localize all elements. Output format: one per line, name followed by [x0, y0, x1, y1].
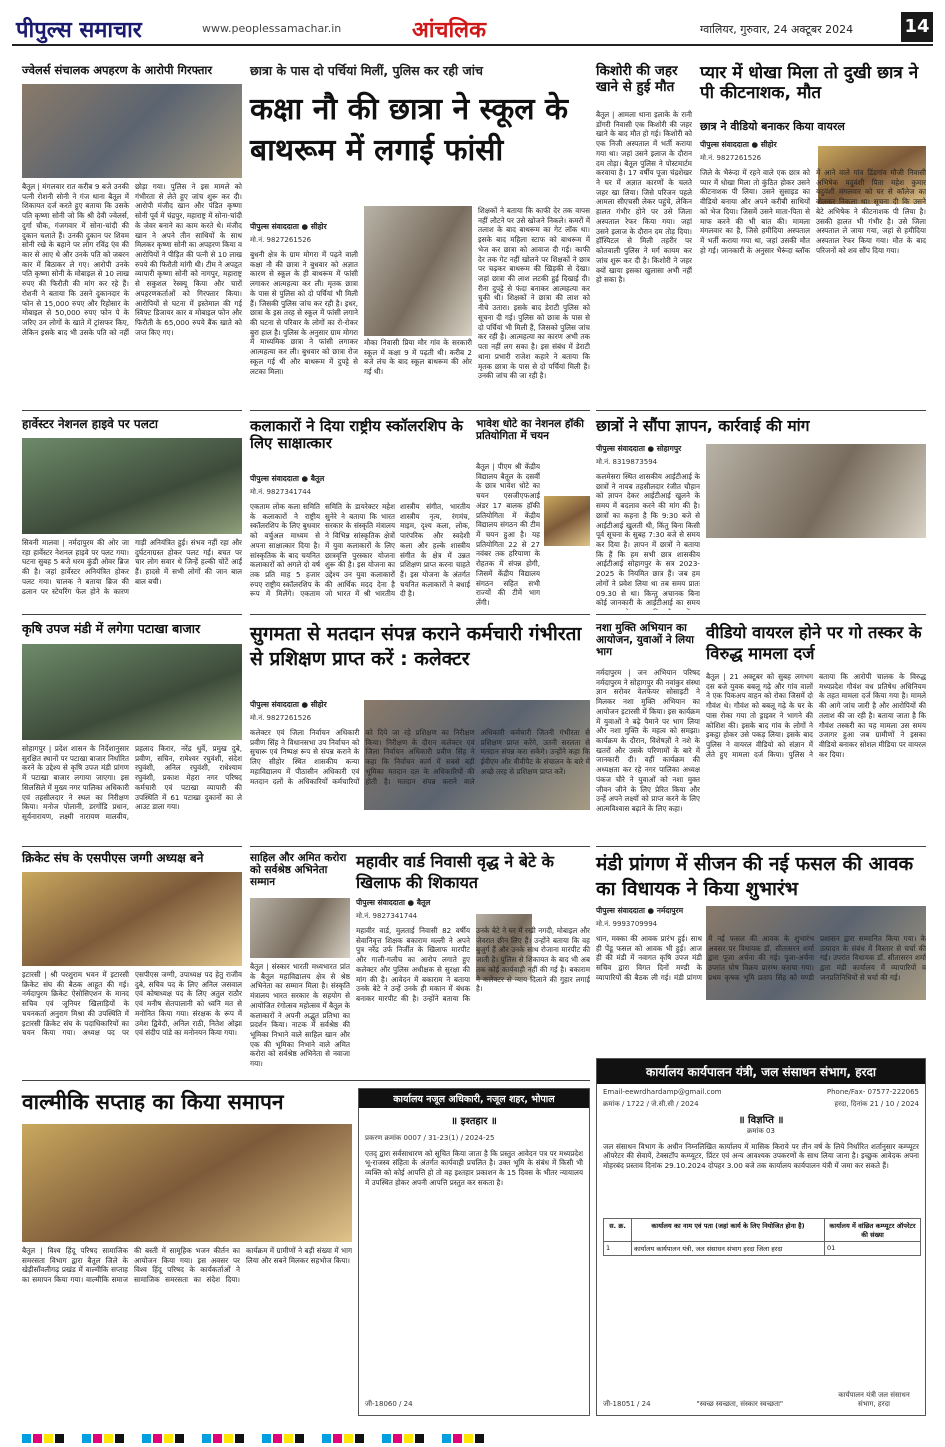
notice-water-footer-right: कार्यपालन यंत्री जल संसाधन संभाग, हरदा — [838, 1391, 910, 1408]
body-memo-cont — [706, 542, 926, 610]
notice-nazul — [358, 1088, 590, 1416]
color-swatch — [355, 1434, 364, 1443]
table-row — [604, 1241, 921, 1255]
headline-girl-death: किशोरी की जहर खाने से हुई मौत — [596, 63, 678, 95]
kicker-school: छात्रा के पास दो पर्चियां मिलीं, पुलिस कर रही जांच — [250, 63, 483, 78]
headline-cricket: क्रिकेट संघ के एसपीएस जग्गी अध्यक्ष बने — [22, 851, 204, 865]
headline-highway: हार्वेस्टर नेशनल हाइवे पर पलटा — [22, 417, 158, 431]
mobile-election: मो.नं. 9827261526 — [250, 714, 312, 722]
headline-sahil: साहिल और अमित करोरा को सर्वश्रेष्ठ अभिनेता सम्मान — [250, 852, 347, 889]
site-url[interactable]: www.peoplessamachar.in — [202, 22, 342, 35]
color-swatch — [453, 1434, 462, 1443]
body-love: जिले के भैरूंदा में रहने वाले एक छात्र को प्यार में धोखा मिला तो कुंठित होकर उसने कीटनाशक पी लिया। उसने सुसाइड का वीडियो बनाया और अपने करीबी साथियों को भेज दिया। जिसमें उसने माता-पिता से माफ करने की भी बात की। मामला मंगलवार का है, जिसे हमीदिया अस्पताल में भर्ती कराया गया था, जहां उसकी मौत हो गई। जानकारी के अनुसार भैरूंदा ब्लॉक में आने वाले गांव डिंडगांव मौजी निवासी अभिषेक यदुवंशी पिता महेश कुमार यदुवंशी मंगलवार को घर से कॉलेज का बोलकर निकला था। सूचना दी कि उसने बेटे अभिषेक ने कीटनाशक पी लिया है। उसकी हालत भी गंभीर है। उसे जिला अस्पताल ले जाया गया, जहां से हमीदिया अस्पताल रेफर किया गया। मौत के बाद परिजनों को शव सौंप दिया गया। — [700, 168, 926, 255]
color-swatch — [442, 1434, 451, 1443]
divider — [22, 410, 242, 411]
color-swatch-group — [442, 1428, 486, 1438]
color-registration-bar — [22, 1428, 922, 1438]
color-swatch-group — [322, 1428, 366, 1438]
color-swatch — [93, 1434, 102, 1443]
mobile-memo: मो.नं. 8319873594 — [596, 458, 658, 466]
brand-name[interactable]: पीपुल्स समाचार — [16, 17, 142, 43]
color-swatch — [404, 1434, 413, 1443]
divider — [596, 614, 926, 615]
body-mahavir: महावीर वार्ड, मुलताई निवासी 82 वर्षीय सेवानिवृत्त शिक्षक बकाराम मल्ली ने अपने पुत्र नरेंद्र उर्फ निर्जीत के खिलाफ मारपीट और गाली-गलौच का आरोप लगाते हुए कलेक्टर और पुलिस अधीक्षक से सुरक्षा की मांग की है। आवेदन में बकाराम ने बताया उनके बेटे ने उन्हें उनके ही मकान में बंधक बनाकर मारपीट की है। उन्होंने बताया कि उनके बेटे ने घर में रखी नगदी, मोबाइल और जेवरात छीन लिए हैं। उन्होंने बताया कि वह बुजुर्ग हैं और उनके साथ रोजाना मारपीट की जाती है। पुलिस से शिकायत के बाद भी अब तक कोई कार्यवाही नहीं की गई है। बकाराम ने कलेक्टर से न्याय दिलाने की गुहार लगाई है। — [356, 926, 590, 1004]
divider — [22, 614, 242, 615]
body-drug: नर्मदापुरम | जन अभियान परिषद नर्मदापुरम ने सोहागपुर की नवांकुर संस्था ज्ञान सरोवर वेलफेयर सोसाइटी ने मिलकर नशा मुक्ति अभियान का आयोजन इटारसी में किया। इस कार्यक्रम में युवाओं ने बढ़े पैमाने पर भाग लिया और नशा मुक्ति के महत्व को समझा। कार्यक्रम के दौरान, विशेषज्ञों ने नशे के खतरों और उसके परिणामों के बारे में जानकारी दी। वहीं कार्यक्रम की अध्यक्षता कर रहे नगर पालिका अध्यक्ष पंकज चौरे ने युवाओं को नशा मुक्त जीवन जीने के लिए प्रेरित किया और उन्हें अपने लक्ष्यों को प्राप्त करने के लिए आत्मविश्वास बढ़ाने के लिए कहा। — [596, 668, 700, 814]
color-swatch — [115, 1434, 124, 1443]
byline-mahavir: पीपुल्स संवाददाता ● बैतूल — [356, 898, 431, 907]
table-cell: 01 — [825, 1241, 921, 1255]
divider — [596, 410, 926, 411]
headline-drug: नशा मुक्ति अभियान का आयोजन, युवाओं ने लिया भाग — [596, 622, 694, 659]
mobile-mahavir: मो.नं. 9827341744 — [356, 912, 418, 920]
byline-love: पीपुल्स संवाददाता ● सीहोर — [700, 140, 777, 149]
byline-election: पीपुल्स संवाददाता ● सीहोर — [250, 700, 327, 709]
headline-memo: छात्रों ने सौंपा ज्ञापन, कार्रवाई की मांग — [596, 417, 810, 435]
notice-water-heading: ॥ विज्ञप्ति ॥ — [738, 1115, 784, 1126]
edition-date: ग्वालियर, गुरुवार, 24 अक्टूबर 2024 — [700, 23, 854, 36]
headline-viral: वीडियो वायरल होने पर गो तस्कर के विरुद्ध मामला दर्ज — [706, 623, 922, 664]
color-swatch — [393, 1434, 402, 1443]
headline-love: प्यार में धोखा मिला तो दुखी छात्र ने पी कीटनाशक, मौत — [700, 63, 919, 103]
notice-water-body: जल संसाधन विभाग के अधीन निम्नलिखित कार्यालय में मासिक किराये पर तीन वर्ष के लिये निर्धारित शर्तानुसार कम्प्यूटर ऑपरेटर की सेवायें, टेक्सटॉप कम्प्यूटर, प्रिंटर एवं अन्य आवश्यक उपकरणों के साथ लिया जाना है। इच्छुक आवेदक अपना मोहरबंद प्रस्ताव दिनांक 29.10.2024 दोपहर 3.00 बजे तक कार्यालय कार्यपालन यंत्री में जमा कर सकते हैं। — [603, 1141, 919, 1170]
divider — [250, 846, 590, 847]
headline-mandi-season: मंडी प्रांगण में सीजन की नई फसल की आवक का विधायक ने किया शुभारंभ — [596, 853, 914, 900]
body-jewellers: बैतूल | मंगलवार रात करीब 9 बजे उनकी पत्नी रोशनी सोनी ने गंज थाना बैतूल में शिकायत दर्ज करते हुए बताया कि उसके पति कृष्णा सोनी जो कि श्री देवी ज्वेलर्स, दुर्गा चौक, गंजगवार में सोना-चांदी की दुकान चलाते हैं। उनकी दुकान पर शिवम सोनी रखे के बहाने पर लोग रविंद्र एंव की कार से आए थे और उनके पति को जबरन कार में बिठाकर ले गए। आरोपी उनके पति कृष्णा सोनी के मोबाइल से 10 लाख रुपए की फिरौती की मांग कर रहे हैं। रोशनी ने बताया कि उसने दुकानदार के फोन से 15,000 रुपए और रिहोसार के मोबाइल से 50,000 रुपए फोन पे के जरिए उन लोगों के खाते में ट्रांसफर किए, लेकिन इसके बाद भी उसके पति को नहीं छोड़ा गया। पुलिस ने इस मामले को गंभीरता से लेते हुए जांच शुरू कर दी। आरोपी मंजीद खान और पंडित कृष्णा सोनी पूर्व में चंद्रपुर, महाराष्ट्र में सोना-चांदी के जेवर बनाने का काम करते थे। मंजीद खान ने अपने तीन साथियों के साथ मिलकर कृष्णा सोनी का अपहरण किया व आरोपियों ने पीड़ित की पत्नी से 10 लाख रुपये की फिरौती मांगी थी। टीम ने अपहृत व्यापारी कृष्णा सोनी को नागपुर, महाराष्ट्र से सकुशल रेस्क्यू किया और चारों अपहरणकर्ताओं को गिरफ्तार किया। आरोपियों से घटना में इस्तेमाल की गई स्विफ्ट डिजायर कार व मोबाइल फोन और फिरौती के 65,000 रुपये बैंक खाते को जप्त किए गए। — [22, 182, 242, 337]
photo-memo — [706, 444, 926, 538]
masthead — [12, 10, 933, 46]
body-girl-death: बैतूल | आमला थाना इलाके के रानी डोंगरी निवासी एक किशोरी की जहर खाने के बाद मौत हो गई। किशोरी को एक निजी अस्पताल में भर्ती कराया गया था। जहां उसने इलाज के दौरान दम तोड़ा। बैतूल पुलिस ने पोस्टमार्टम करवाया है। 17 वर्षीय पूजा चंद्रशेखर ने घर में अज्ञात कारणों के चलते जहर खा लिया। जिसे परिजन पहले आमला सीएचसी लेकर पहुंचे, लेकिन हालत गंभीर होने पर उसे जिला अस्पताल रेफर किया गया। जहां उसने इलाज के दौरान दम तोड़ दिया। हॉस्पिटल से मिली तहरीर पर कोतवाली पुलिस ने मर्ग कायम कर जांच शुरू कर दी है। किशोरी ने जहर क्यों खाया इसका खुलासा अभी नहीं हो सका है। — [596, 110, 692, 285]
mobile-mandi-season: मो.नं. 9993709994 — [596, 920, 658, 928]
color-swatch — [22, 1434, 31, 1443]
headline-hockey: भावेश धोटे का नेशनल हॉकी प्रतियोगिता में चयन — [476, 418, 584, 443]
notice-water-sub: क्रमांक 03 — [747, 1126, 775, 1135]
photo-hockey — [544, 496, 590, 546]
color-swatch — [235, 1434, 244, 1443]
color-swatch — [273, 1434, 282, 1443]
notice-water-ref-right: हरदा, दिनांक 21 / 10 / 2024 — [834, 1100, 919, 1108]
notice-water-title: कार्यालय कार्यपालन यंत्री, जल संसाधन संभाग, हरदा — [597, 1059, 925, 1084]
notice-water — [596, 1058, 926, 1416]
notice-water-ref-left: क्रमांक / 1722 / जे.सी.सी / 2024 — [603, 1100, 699, 1108]
headline-mandi: कृषि उपज मंडी में लगेगा पटाखा बाजार — [22, 621, 201, 636]
color-swatch-group — [202, 1428, 246, 1438]
divider — [22, 846, 242, 847]
body-highway: सिवनी मालवा | नर्मदापुरम की ओर जा रहा हार्वेस्टर नेशनल हाइवे पर पलट गया। घटना सुबह 5 बजे धरम कुंडी ओवर ब्रिज की है। जहां हार्वेस्टर अनियंत्रित होकर पलट गया। चालक ने बताया ब्रिज की ढलान पर स्टेयरिंग फेल होने के कारण गाड़ी अनियंत्रित हुई। संभव नहीं रहा और दुर्घटनाग्रस्त होकर पलट गई। बचत पर चार लोग सवार थे जिन्हें हल्की चोटें आईं हैं। हादसे में सभी लोगों की जान बाल बाल बची। — [22, 538, 242, 596]
color-swatch — [344, 1434, 353, 1443]
color-swatch — [262, 1434, 271, 1443]
notice-nazul-ref: प्रकरण क्रमांक 0007 / 31-23(1) / 2024-25 — [365, 1133, 495, 1142]
byline-scholarship: पीपुल्स संवाददाता ● बैतूल — [250, 474, 325, 483]
headline-scholarship: कलाकारों ने दिया राष्ट्रीय स्कॉलरशिप के लिए साक्षात्कार — [250, 417, 463, 453]
color-swatch — [322, 1434, 331, 1443]
headline-mahavir: महावीर वार्ड निवासी वृद्ध ने बेटे के खिलाफ की शिकायत — [356, 852, 554, 892]
color-swatch-group — [142, 1428, 186, 1438]
table-header: कार्यालय का नाम एवं पता (जहां कार्य के लिए नियोजित होना है) — [632, 1218, 825, 1241]
body-cricket: इटारसी | श्री परशुराम भवन में इटारसी क्रिकेट संघ की बैठक आहूत की गई। नर्मदापुरम क्रिकेट ऐसोसिएशन के मानद सचिव एवं जूनियर खिलाड़ियों के चयनकर्ता अनुराग मिश्रा की उपस्थिति में इटारसी क्रिकेट संघ के पदाधिकारियों का चयन किया गया। अध्यक्ष पद पर एसपीएस जग्गी, उपाध्यक्ष पद हेतु राजीव दुबे, सचिव पद के लिए अनिल जसवाल एवं कोषाध्यक्ष पद के लिए अतुल राठौर एवं मनीष सेतपालानी को ध्वनि मत से मनोनित किया गया। संरक्षक के रूप में उमेश द्विवेदी, अनिल राठी, नितेश ओझा एवं संदीप पांडे का मनोनयन किया गया। — [22, 970, 242, 1038]
photo-school — [364, 206, 472, 336]
photo-mandi — [22, 644, 242, 740]
headline-jewellers: ज्वेलर्स संचालक अपहरण के आरोपी गिरफ्तार — [22, 63, 213, 77]
table-cell: कार्यालय कार्यपालन यंत्री, जल संसाधन संभाग हरदा जिला हरदा — [632, 1241, 825, 1255]
notice-nazul-footer: जी-18060 / 24 — [365, 1400, 413, 1408]
color-swatch-group — [382, 1428, 426, 1438]
color-swatch — [213, 1434, 222, 1443]
body-memo: कलमेसरा स्थित शासकीय आईटीआई के छात्रों ने नायब तहसीलदार रंजीत चौहान को ज्ञापन देकर आईटीआई खुलने के समय में बदलाव करने की मांग की है। छात्रों का कहना है कि 9:30 बजे से आईटीआई खुलती थी, किंतु बिना किसी पूर्व सूचना के सुबह 7:30 बजे से समय कर दिया है। ज्ञापन में छात्रों ने बताया कि हैं कि हम सभी छात्र शासकीय आईटीआई सोहागपुर के सत्र 2023-2025 के नियमित छात्र हैं। जब हम लोगों ने प्रवेश लिया था तब समय प्रातः 09.30 से था। किन्तु अचानक बिना कोई जानकारी के आईटीआई का समय — [596, 472, 700, 608]
color-swatch — [104, 1434, 113, 1443]
notice-water-email[interactable]: Email-eewrdhardamp@gmail.com — [603, 1088, 722, 1096]
table-header: कार्यालय में वांछित कम्प्यूटर ऑपरेटर की संख्या — [825, 1218, 921, 1241]
color-swatch — [82, 1434, 91, 1443]
notice-water-table — [603, 1218, 921, 1256]
mobile-school: मो.नं. 9827261526 — [250, 236, 312, 244]
color-swatch-group — [262, 1428, 306, 1438]
mobile-scholarship: मो.नं. 9827341744 — [250, 488, 312, 496]
color-swatch — [464, 1434, 473, 1443]
subhead-love: छात्र ने वीडियो बनाकर किया वायरल — [700, 120, 845, 133]
color-swatch — [333, 1434, 342, 1443]
headline-election: सुगमता से मतदान संपन्न कराने कर्मचारी गंभीरता से प्रशिक्षण प्राप्त करें : कलेक्टर — [250, 623, 582, 670]
color-swatch — [175, 1434, 184, 1443]
table-cell: 1 — [604, 1241, 632, 1255]
caption-school: मौका निवासी प्रिया मौर गांव के सरकारी स्कूल में कक्षा 9 में पढ़ती थी। करीब 2 बजे लंच के बाद स्कूल बाथरूम की ओर गई थी। — [364, 338, 472, 377]
notice-nazul-title: कार्यालय नजूल अधिकारी, नजूल शहर, भोपाल — [359, 1089, 589, 1108]
color-swatch — [142, 1434, 151, 1443]
byline-mandi-season: पीपुल्स संवाददाता ● नर्मदापुरम — [596, 906, 684, 915]
color-swatch — [475, 1434, 484, 1443]
headline-school: कक्षा नौ की छात्रा ने स्कूल के बाथरूम में लगाई फांसी — [250, 92, 569, 168]
notice-nazul-heading: ॥ इश्तहार ॥ — [451, 1116, 497, 1127]
photo-cricket — [22, 872, 242, 966]
body-viral: बैतूल | 21 अक्टूबर को सुबह लगभग दस बजे युवक बबलू गढ़े और गांव वालों ने एक पिकअप वाहन को रोका जिसमें दो गौवंश थे। गौवंश को बबलू गढ़े के घर के पास रोका गया तो ड्राइवर ने भागने की कोशिश की। इसके बाद गांव के लोगों ने इकट्ठा होकर उसे पकड़ लिया। इसके बाद पुलिस ने वायरल वीडियो को संज्ञान में लेते हुए मामला दर्ज किया। पुलिस ने बताया कि आरोपी चालक के विरुद्ध मध्यप्रदेश गौवंश वध प्रतिषेध अधिनियम के तहत मामला दर्ज किया गया है। मामले की आगे जांच जारी है और आरोपियों की तलाश की जा रही है। बताया जाता है कि गौवंश तस्करी का यह मामला उस समय उजागर हुआ जब ग्रामीणों ने इसका वीडियो बनाकर सोशल मीडिया पर वायरल कर दिया। — [706, 672, 926, 759]
section-title: आंचलिक — [412, 17, 486, 43]
body-scholarship: एकताम लोक कला समिति के कलाकारों ने राष्ट्रीय स्कॉलरशिप के लिए बुधवार को वर्चुअल माध्यम से अपना साक्षात्कार दिया है। सांस्कृतिक के बाद चयनित कलाकारों को अगले दो वर्ष तक प्रति माह 5 हजार रुपए राष्ट्रीय स्कॉलरशिप के रूप में मिलेंगे। एकताम समिति के डायरेक्टर महेश सुनेरे ने बताया कि भारत सरकार के संस्कृति मंत्रालय ने विभिन्न सांस्कृतिक क्षेत्रों में युवा कलाकारों के लिए छात्रवृत्ति पुरस्कार योजना शुरू की है। इस योजना का उद्देश्य उन युवा कलाकारों की आर्थिक मदद देना है जो भारत में श्री भारतीय शास्त्रीय संगीत, भारतीय शास्त्रीय नृत्य, रंगमंच, माइम, दृश्य कला, लोक, पारंपरिक और स्वदेशी कला और हल्के शास्त्रीय संगीत के क्षेत्र में उन्नत प्रशिक्षण प्राप्त करना चाहते हैं। इस योजना के अंतर्गत चयनित कलाकारों ने बधाई दी है। — [250, 502, 470, 599]
body-sahil: बैतूल | संस्कार भारती मध्यभारत प्रांत के बैतूल महाविद्यालय क्षेत्र से श्रेष्ठ अभिनेता का सम्मान मिला है। संस्कृति मंत्रालय भारत सरकार के सहयोग से आयोजित रंगोत्सव महोत्सव में बैतूल के कलाकारों ने अपनी अद्भुत प्रतिभा का प्रदर्शन किया। नाटक में सर्वश्रेष्ठ की भूमिका निभाने वाले साहिल खान और एक की भूमिका निभाने वाले अमित करोरा को सर्वश्रेष्ठ अभिनेता से नवाजा गया। — [250, 962, 350, 1069]
color-swatch — [164, 1434, 173, 1443]
body-mandi: सोहागपुर | प्रदेश शासन के निर्देशानुसार सुरक्षित स्थानों पर पटाखा बाजार निर्धारित करने के उद्देश्य से कृषि उपज मंडी प्रांगण में पटाखा बाजार लगाया जाएगा। इस सिलसिले में मुख्य नगर पालिका अधिकारी एवं तहसीलदार ने स्थल का निरीक्षण किया। मनोज पोलानी, डरगोंडि प्रधान, सूर्यनारायण, लक्ष्मी नारायण मालवीय, प्रहलाद किरार, नरेंद्र धुर्वे, प्रमुख दुबे, प्रवीण, सचिन, रामेश्वर रघुवंशी, संदेश रघुवंशी, अनिल रघुवंशी, राधेश्याम रघुवंशी, प्रकाश मेहरा नगर परिषद कर्मचारी एवं पटाखा व्यापारी की उपस्थिति में 61 पटाखा दुकानों का ले आउट डाला गया। — [22, 744, 242, 822]
body-election: कलेक्टर एवं जिला निर्वाचन अधिकारी प्रवीण सिंह ने विधानसभा उप निर्वाचन को सुचारू एवं निष्पक्ष रूप से संपन्न कराने के लिए सीहोर स्थित शासकीय कन्या महाविद्यालय में पीठासीन अधिकारी एवं मतदान दलों के अधिकारियों कर्मचारियों को दिये जा रहे प्रशिक्षण का निरीक्षण किया। निरीक्षण के दौरान कलेक्टर एवं जिला निर्वाचन अधिकारी प्रवीण सिंह ने कहा कि निर्वाचन कार्य में सबसे बड़ी भूमिका मतदान दल के अधिकारियों की होती है। मतदान संपन्न कराने वाले अधिकारी कर्मचारी जितनी गंभीरता से प्रशिक्षण प्राप्त करेंगे, उतनी सरलता से मतदान संपन्न करा सकेंगे। उन्होंने कहा कि ईवीएम और वीवीपैट के संचालन के बारे में अच्छे तरह से प्रशिक्षण प्राप्त करें। — [250, 728, 590, 786]
notice-water-footer-mid: "स्वच्छ स्वच्छता, संस्कार स्वच्छता" — [696, 1400, 784, 1408]
body-school-1: बुधनी क्षेत्र के ग्राम मोगरा में पढ़ने वाली कक्षा नौ की छात्रा ने बुधवार को अज्ञात कारण से स्कूल के ही बाथरूम में फांसी लगाकर आत्महत्या कर ली। मृतक छात्रा के पास से पुलिस को दो पर्चियां भी मिली हैं। जिसकी पुलिस जांच कर रही है। इधर, छात्रा के इस तरह से स्कूल में फांसी लगाने की घटना से परिवार के लोगों का रो-रोकर बुरा हाल है। पुलिस के अनुसार ग्राम मोगरा में माध्यमिक छात्रा ने फांसी लगाकर आत्महत्या कर ली। बुधवार को छात्रा रोज स्कूल गई थी और बाथरूम में दुपट्टे से लटका मिला। — [250, 250, 358, 376]
color-swatch — [415, 1434, 424, 1443]
color-swatch — [55, 1434, 64, 1443]
color-swatch — [295, 1434, 304, 1443]
photo-valmiki — [22, 1124, 352, 1242]
photo-highway — [22, 438, 242, 534]
divider — [22, 1080, 590, 1081]
color-swatch-group — [22, 1428, 66, 1438]
color-swatch — [382, 1434, 391, 1443]
byline-school: पीपुल्स संवाददाता ● सीहोर — [250, 222, 327, 231]
color-swatch — [284, 1434, 293, 1443]
body-valmiki: बैतूल | विश्व हिंदू परिषद सामाजिक समरसता विभाग द्वारा बैतूल जिले के खेड़ीसाँवलीगढ़ प्रखंड में वाल्मीकि सप्ताह का समापन किया गया। वाल्मीकि समाज की बस्ती में सामूहिक भजन कीर्तन का आयोजन किया गया। इस अवसर पर विश्व हिंदू परिषद के कार्यकर्ताओं ने सामाजिक समरसता का संदेश दिया। कार्यक्रम में ग्रामीणों ने बड़ी संख्या में भाग लिया और सबने मिलकर सहभोज किया। — [22, 1246, 352, 1285]
divider — [596, 846, 926, 847]
table-header: स. क्र. — [604, 1218, 632, 1241]
notice-nazul-body: एतद् द्वारा सर्वसाधारण को सूचित किया जाता है कि प्रस्तुत आवेदन पत्र पर मध्यप्रदेश भू-राजस्व संहिता के अंतर्गत कार्यवाही प्रचलित है। उक्त भूमि के संबंध में किसी भी व्यक्ति को कोई आपत्ति हो तो वह इश्तहार प्रकाशन के 15 दिवस के भीतर न्यायालय में उपस्थित होकर अपनी आपत्ति प्रस्तुत कर सकता है। — [365, 1148, 583, 1187]
byline-memo: पीपुल्स संवाददाता ● सोहागपुर — [596, 444, 682, 453]
body-hockey: बैतूल | पीएम श्री केंद्रीय विद्यालय बैतूल के दसवीं के छात्र भावेश धोटे का चयन एसजीएफआई अंडर 17 बालक हॉकी प्रतियोगिता में केंद्रीय विद्यालय संगठन की टीम में चयन हुआ है। यह प्रतियोगिता 22 से 27 नवंबर तक हरियाणा के रोहतक में संपन्न होगी, जिसमें केंद्रीय विद्यालय संगठन सहित सभी राज्यों की टीमें भाग लेंगी। — [476, 462, 540, 608]
headline-valmiki: वाल्मीकि सप्ताह का किया समापन — [22, 1090, 284, 1114]
body-school-2: शिक्षकों ने बताया कि काफी देर तक वापस नहीं लौटने पर उसे खोजने निकले। कमरों में तलाश के बाद बाथरूम का गेट लॉक था। इसके बाद महिला स्टाफ को बाथरूम में भेज कर छात्रा को आवाज दी गई। काफी देर तक गेट नहीं खोलने पर शिक्षकों ने छात्र पर चढ़कर बाथरूम की खिड़की से देखा। जहां छात्रा की लाश लटकी हुई दिखाई दी। रीना दुपट्टे से फंदा बनाकर आत्महत्या कर चुकी थी। शिक्षकों ने छात्रा की लाश को नीचे उतारा। इसके बाद डेराटी पुलिस को सूचना दी गई। पुलिस को छात्रा के पास से दो पर्चियां भी मिली हैं, जिसको पुलिस जांच कर रही है। आत्महत्या का कारण अभी तक पता नहीं लग सका है। इस संबंध में डेराटी थाना प्रभारी राजेश कहारे ने बताया कि मृतक छात्रा के पास से दो पर्चियां मिली हैं। उनकी जांच की जा रही है। — [478, 206, 590, 381]
color-swatch — [33, 1434, 42, 1443]
photo-sahil — [250, 898, 350, 958]
color-swatch — [153, 1434, 162, 1443]
page-number: 14 — [901, 12, 933, 42]
body-mandi-season: धान, मक्का की आवक प्रारंभ हुई। साथ ही पेंडू फसल को आवक भी हुई। आज ही की मंडी में नवागत कृषि उपज मंडी सचिव द्वारा विगत दिनों मण्डी के व्यापारियों की बैठक ली गई। मंडी प्रांगण में नई फसल की आवक के शुभारंभ अवसर पर विधायक डॉ. सीतासरन शर्मा द्वारा पूजा अर्चना की गई। पूजा-अर्चना उपरांत घोष विक्रय प्रारम्भ कराया गया। प्रथम कृषक भूमि प्रताप सिंह को मण्डी प्रशासन द्वारा सम्मानित किया गया। के उत्पादन के संबंध में विस्तार से चर्चा की गई। उपरांत विधायक डॉ. सीतासरन शर्मा द्वारा मंडी कार्यालय में व्यापारियों व जनप्रतिनिधियों से चर्चा की गई। — [596, 934, 926, 982]
mobile-love: मो.नं. 9827261526 — [700, 154, 762, 162]
color-swatch — [202, 1434, 211, 1443]
color-swatch — [44, 1434, 53, 1443]
color-swatch-group — [82, 1428, 126, 1438]
notice-water-phone: Phone/Fax- 07577-222065 — [826, 1088, 919, 1096]
color-swatch — [224, 1434, 233, 1443]
divider — [250, 410, 590, 411]
divider — [250, 614, 590, 615]
notice-water-footer-left: जी-18051 / 24 — [603, 1400, 651, 1408]
photo-jewellers — [22, 84, 242, 178]
